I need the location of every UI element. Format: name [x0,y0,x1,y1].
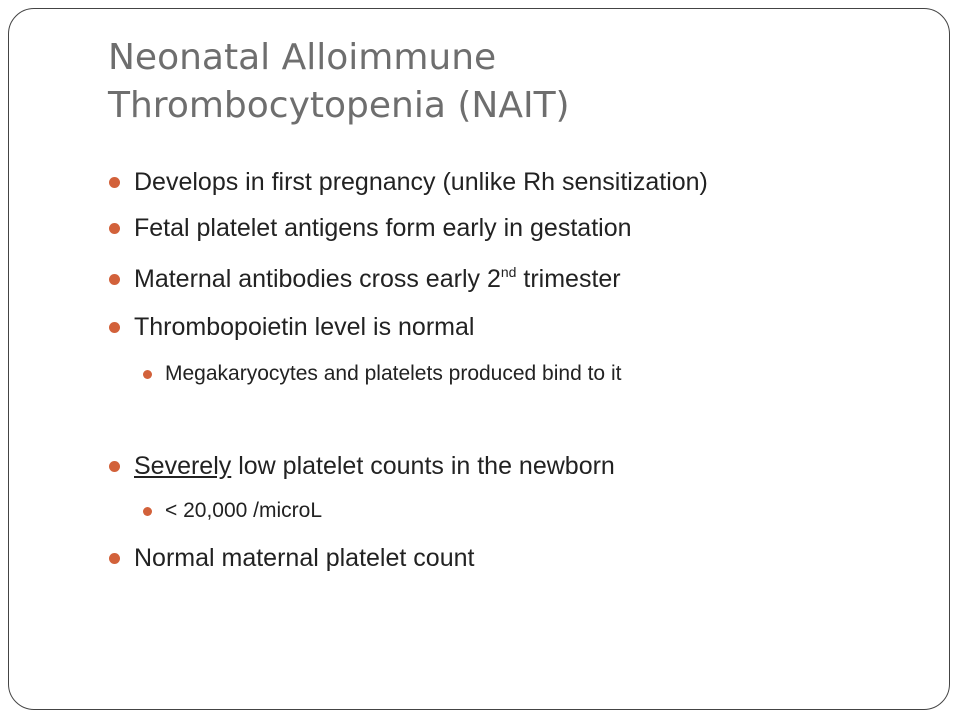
bullet-dot-icon [109,553,120,564]
bullet-dot-icon [109,177,120,188]
title-line-1: Neonatal Alloimmune [108,37,497,78]
bullet-item [134,543,474,573]
bullet-text: Fetal platelet antigens form early in gestation [134,214,632,242]
bullet-text: Thrombopoietin level is normal [134,313,475,341]
bullet-text: Maternal antibodies cross early 2 [134,265,501,293]
emphasis-text: Severely [134,452,232,480]
bullet-text: Normal maternal platelet count [134,544,475,572]
bullet-item [134,451,615,481]
bullet-item [134,312,474,342]
bullet-dot-icon [109,322,120,333]
bullet-dot-icon [109,274,120,285]
bullet-text: < 20,000 /microL [165,499,323,522]
bullet-text: Megakaryocytes and platelets produced bind to it [165,362,622,385]
bullet-item [134,167,708,197]
title-line-2: Thrombocytopenia (NAIT) [108,85,570,126]
bullet-text: Develops in first pregnancy (unlike Rh sensitization) [134,168,708,196]
bullet-text-tail: low platelet counts in the newborn [231,452,615,480]
bullet-dot-icon [109,461,120,472]
bullet-item [134,213,632,243]
ordinal-superscript: nd [500,264,517,280]
sub-bullet-item [165,498,322,524]
bullet-text-tail: trimester [516,265,621,293]
bullet-item [134,264,621,294]
bullet-dot-icon [143,370,152,379]
bullet-dot-icon [143,507,152,516]
sub-bullet-item [165,361,621,387]
bullet-dot-icon [109,223,120,234]
